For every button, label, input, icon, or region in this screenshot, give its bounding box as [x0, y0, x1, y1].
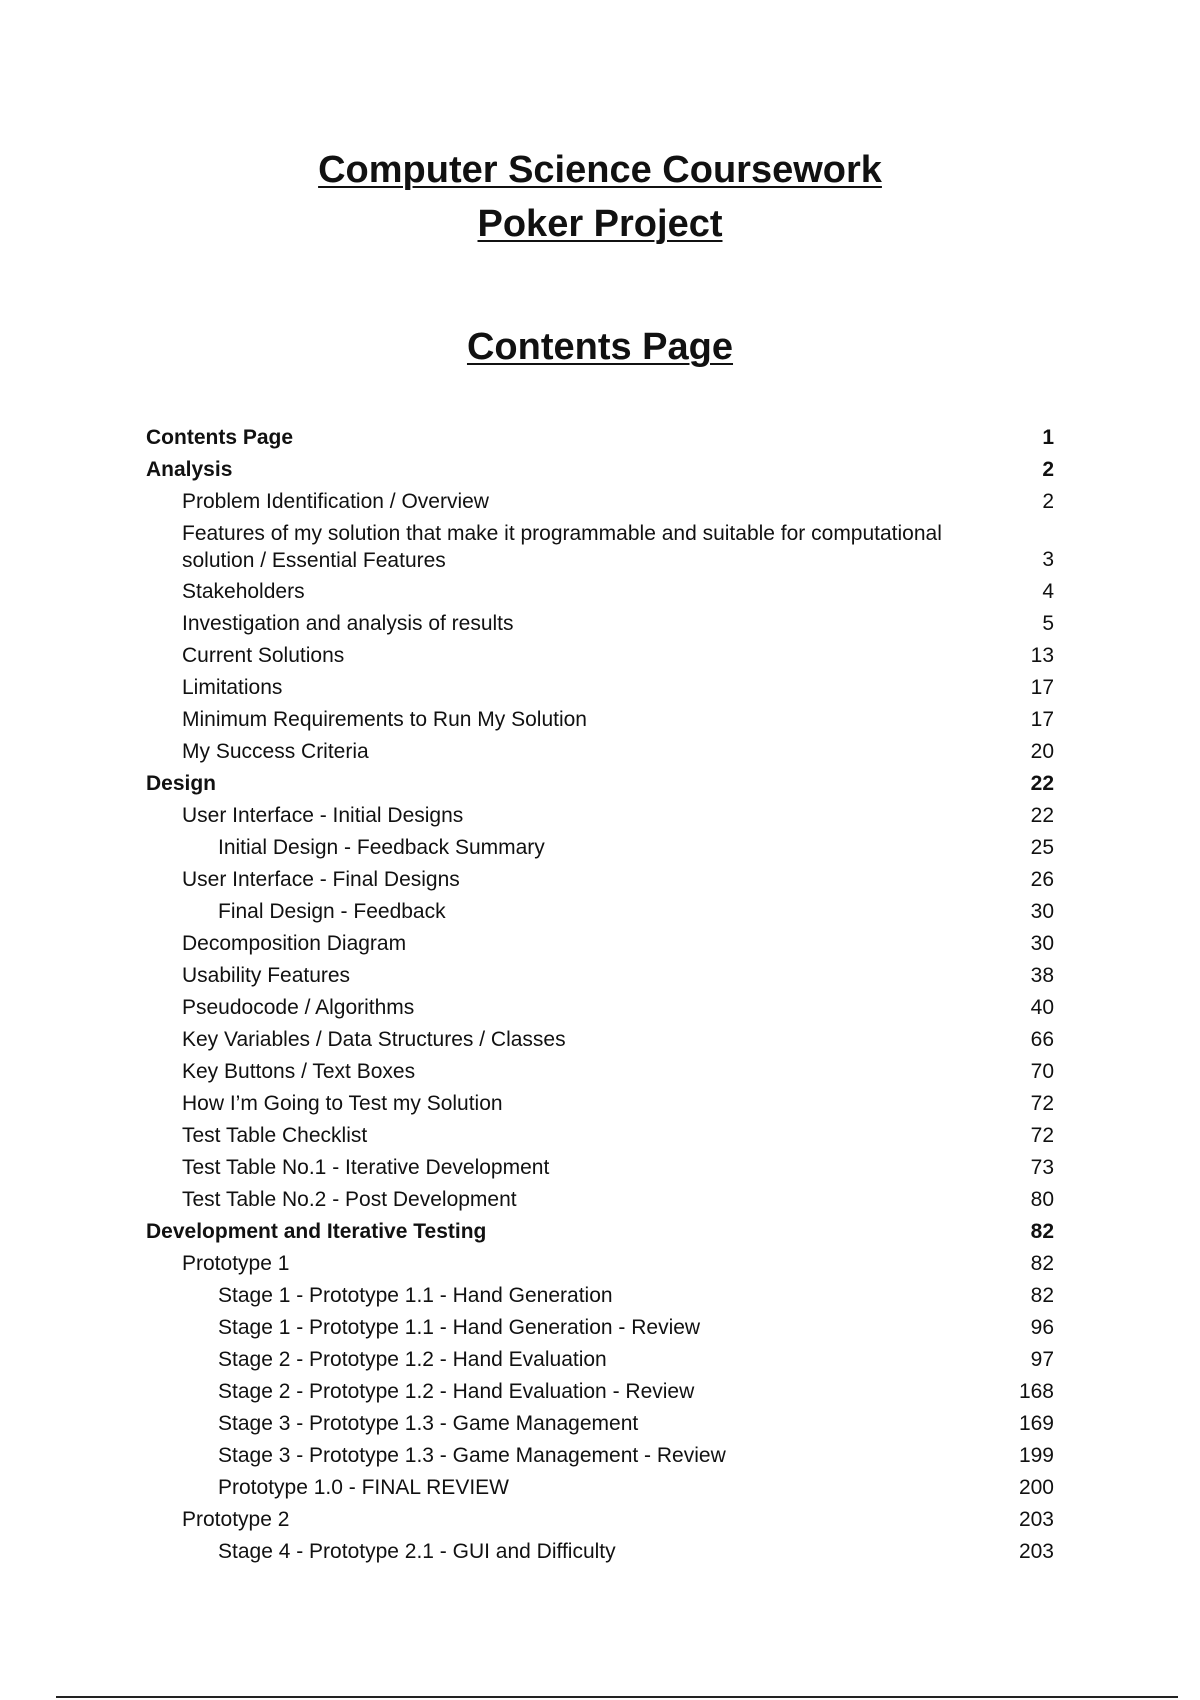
toc-entry[interactable] [146, 518, 1054, 576]
toc-entry[interactable] [146, 1440, 1054, 1472]
toc-entry-page-number: 38 [1030, 964, 1054, 987]
toc-entry-page-number: 22 [1030, 772, 1054, 795]
toc-entry[interactable] [146, 1504, 1054, 1536]
toc-entry-page-number: 73 [1030, 1156, 1054, 1179]
toc-entry-title: My Success Criteria [182, 740, 369, 763]
toc-entry-page-number: 203 [1018, 1540, 1054, 1563]
page-bottom-divider [56, 1696, 1178, 1698]
toc-entry-title: Stage 3 - Prototype 1.3 - Game Management [218, 1412, 639, 1435]
toc-entry-title: Minimum Requirements to Run My Solution [182, 708, 587, 731]
toc-entry-page-number: 4 [1042, 580, 1054, 603]
toc-entry-title: Current Solutions [182, 644, 345, 667]
toc-entry[interactable] [146, 1248, 1054, 1280]
toc-entry[interactable] [146, 1088, 1054, 1120]
toc-entry[interactable] [146, 1152, 1054, 1184]
toc-entry[interactable] [146, 672, 1054, 704]
toc-entry[interactable] [146, 896, 1054, 928]
toc-entry-page-number: 199 [1018, 1444, 1054, 1467]
toc-entry-title: Test Table No.1 - Iterative Development [182, 1156, 550, 1179]
toc-entry[interactable] [146, 1184, 1054, 1216]
contents-heading: Contents Page [466, 326, 734, 368]
toc-entry-page-number: 20 [1030, 740, 1054, 763]
toc-entry-title: Stage 4 - Prototype 2.1 - GUI and Difficulty [218, 1540, 616, 1563]
toc-entry-page-number: 3 [1042, 548, 1054, 571]
toc-entry-page-number: 25 [1030, 836, 1054, 859]
toc-entry-title: Prototype 1.0 - FINAL REVIEW [218, 1476, 509, 1499]
toc-entry[interactable] [146, 1056, 1054, 1088]
toc-entry-title: Investigation and analysis of results [182, 612, 514, 635]
toc-entry-page-number: 70 [1030, 1060, 1054, 1083]
toc-entry-title: Stage 2 - Prototype 1.2 - Hand Evaluation [218, 1348, 607, 1371]
toc-entry[interactable] [146, 928, 1054, 960]
toc-entry[interactable] [146, 1280, 1054, 1312]
toc-entry[interactable] [146, 422, 1054, 454]
toc-entry-page-number: 17 [1030, 708, 1054, 731]
toc-entry-title: Analysis [146, 458, 233, 481]
toc-entry-title: Key Variables / Data Structures / Classes [182, 1028, 566, 1051]
toc-entry-page-number: 82 [1030, 1252, 1054, 1275]
toc-entry-page-number: 80 [1030, 1188, 1054, 1211]
toc-entry[interactable] [146, 736, 1054, 768]
toc-entry-page-number: 40 [1030, 996, 1054, 1019]
toc-entry[interactable] [146, 576, 1054, 608]
toc-entry-title: Final Design - Feedback [218, 900, 446, 923]
toc-entry-page-number: 26 [1030, 868, 1054, 891]
document-title: Computer Science Coursework [318, 149, 882, 191]
toc-entry[interactable] [146, 1408, 1054, 1440]
toc-entry-title: Initial Design - Feedback Summary [218, 836, 545, 859]
toc-entry[interactable] [146, 864, 1054, 896]
toc-entry[interactable] [146, 1376, 1054, 1408]
toc-entry-page-number: 2 [1042, 458, 1054, 481]
toc-entry-page-number: 168 [1018, 1380, 1054, 1403]
toc-entry-title: User Interface - Initial Designs [182, 804, 464, 827]
toc-entry-title: Prototype 1 [182, 1252, 290, 1275]
toc-entry-title: User Interface - Final Designs [182, 868, 460, 891]
toc-entry[interactable] [146, 1024, 1054, 1056]
toc-entry-page-number: 169 [1018, 1412, 1054, 1435]
toc-entry-title: Stage 1 - Prototype 1.1 - Hand Generation - Review [218, 1316, 701, 1339]
toc-entry-page-number: 1 [1042, 426, 1054, 449]
toc-entry[interactable] [146, 1344, 1054, 1376]
toc-entry-title: Prototype 2 [182, 1508, 290, 1531]
toc-entry-title: Key Buttons / Text Boxes [182, 1060, 416, 1083]
toc-entry[interactable] [146, 640, 1054, 672]
toc-entry-title: Stage 2 - Prototype 1.2 - Hand Evaluation - Review [218, 1380, 695, 1403]
toc-entry-page-number: 22 [1030, 804, 1054, 827]
toc-entry[interactable] [146, 704, 1054, 736]
toc-entry-title: Contents Page [146, 426, 294, 449]
toc-entry[interactable] [146, 1536, 1054, 1568]
toc-entry[interactable] [146, 832, 1054, 864]
table-of-contents [146, 422, 1054, 1568]
toc-entry-page-number: 72 [1030, 1092, 1054, 1115]
toc-entry[interactable] [146, 1312, 1054, 1344]
toc-entry-page-number: 203 [1018, 1508, 1054, 1531]
toc-entry-title: Decomposition Diagram [182, 932, 407, 955]
toc-entry-page-number: 82 [1030, 1220, 1054, 1243]
toc-entry[interactable] [146, 608, 1054, 640]
toc-entry[interactable] [146, 768, 1054, 800]
toc-entry-title: Stage 1 - Prototype 1.1 - Hand Generation [218, 1284, 613, 1307]
toc-entry[interactable] [146, 960, 1054, 992]
toc-entry-title: Pseudocode / Algorithms [182, 996, 415, 1019]
toc-entry-title: How I’m Going to Test my Solution [182, 1092, 503, 1115]
toc-entry-title: Test Table Checklist [182, 1124, 368, 1147]
toc-entry-title: Stakeholders [182, 580, 305, 603]
toc-entry-page-number: 5 [1042, 612, 1054, 635]
toc-entry-title: Test Table No.2 - Post Development [182, 1188, 517, 1211]
toc-entry-title: Stage 3 - Prototype 1.3 - Game Management - Review [218, 1444, 726, 1467]
toc-entry[interactable] [146, 454, 1054, 486]
document-subtitle: Poker Project [477, 203, 723, 245]
toc-entry[interactable] [146, 800, 1054, 832]
toc-entry-page-number: 96 [1030, 1316, 1054, 1339]
toc-entry-page-number: 30 [1030, 932, 1054, 955]
toc-entry[interactable] [146, 486, 1054, 518]
toc-entry-title: Problem Identification / Overview [182, 490, 489, 513]
toc-entry[interactable] [146, 1472, 1054, 1504]
toc-entry-page-number: 200 [1018, 1476, 1054, 1499]
toc-entry-page-number: 72 [1030, 1124, 1054, 1147]
toc-entry-page-number: 30 [1030, 900, 1054, 923]
toc-entry-page-number: 82 [1030, 1284, 1054, 1307]
toc-entry[interactable] [146, 1120, 1054, 1152]
toc-entry-page-number: 2 [1042, 490, 1054, 513]
toc-entry[interactable] [146, 1216, 1054, 1248]
toc-entry-page-number: 97 [1030, 1348, 1054, 1371]
toc-entry-title: Design [146, 772, 217, 795]
toc-entry-title: Limitations [182, 676, 283, 699]
toc-entry-title: Development and Iterative Testing [146, 1220, 487, 1243]
toc-entry-title: Features of my solution that make it programmable and suitable for computational solution / Essential Features [182, 522, 942, 572]
toc-entry-page-number: 17 [1030, 676, 1054, 699]
toc-entry-title: Usability Features [182, 964, 351, 987]
toc-entry-page-number: 66 [1030, 1028, 1054, 1051]
toc-entry[interactable] [146, 992, 1054, 1024]
toc-entry-page-number: 13 [1030, 644, 1054, 667]
